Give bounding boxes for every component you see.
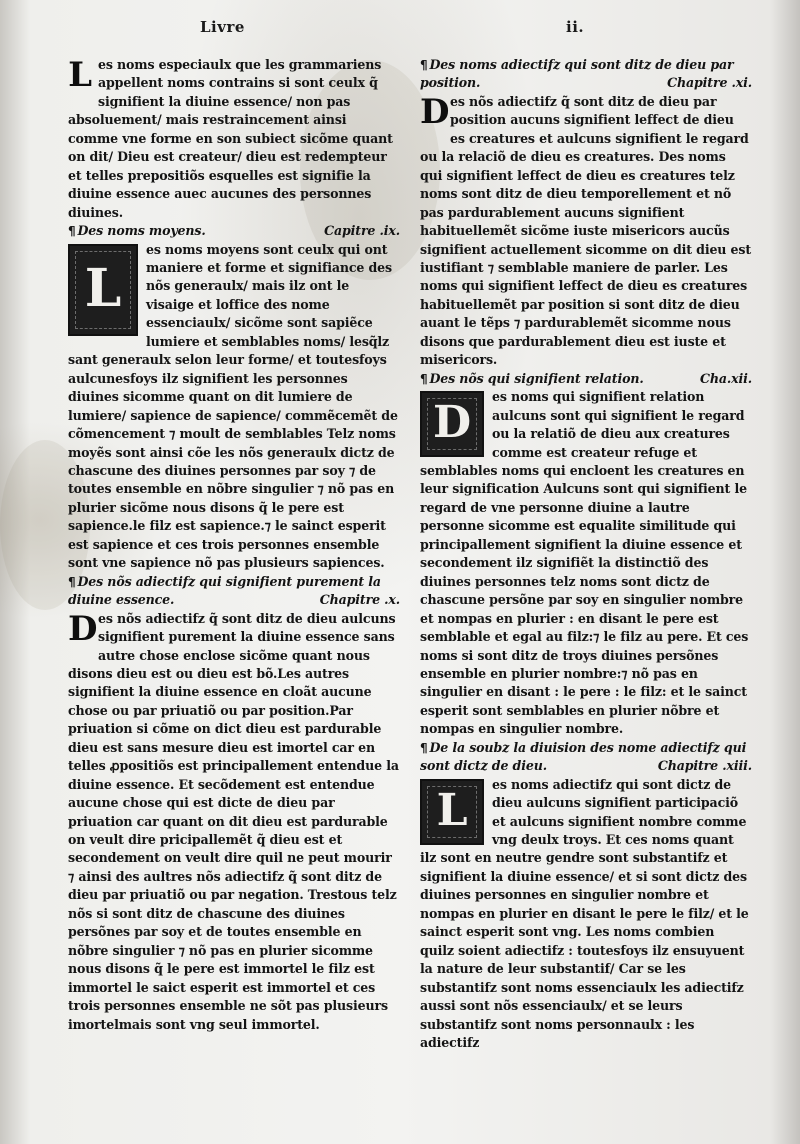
paragraph-text: es noms moyens sont ceulx qui ont maniere et forme et signifiance des nõs generaulx/ mais ilz ont le visaige et loffice des nome essenciaulx/ sicõme sont sapiẽce lumiere et semblables noms/ lesq̃lz sant generaulx selon leur forme/ et toutesfoys aulcunesfoys ilz signifient les personnes diuines sicomme quant on dit lumiere de lumiere/ sapience de sapience/ commẽcemẽt de cõmencement ⁊ moult de semblables Telz noms moyẽs sont ainsi cõe les nõs generaulx dictz de chascune des diuines personnes par soy ⁊ de toutes ensemble en nõbre singulier ⁊ nõ pas en plurier sicõme nous disons q̃ le pere est sapience.le filz est sapience.⁊ le sainct esperit est sapience et ces trois personnes ensemble sont vne sapience nõ pas plusieurs sapiences.: [68, 241, 398, 571]
chapter-heading: [68, 573, 400, 610]
decorated-initial: L: [68, 244, 138, 336]
pilcrow-icon: ¶: [68, 574, 76, 589]
pilcrow-icon: ¶: [420, 58, 428, 72]
right-column: [420, 56, 752, 1052]
pilcrow-icon: ¶: [68, 224, 76, 239]
paragraph: [420, 388, 752, 739]
chapter-number: Chapitre .xiii.: [657, 758, 752, 774]
paragraph-text: es noms qui signifient relation aulcuns sont qui signifient le regard ou la relatiõ de dieu aux creatures comme est createur refuge et semblables noms qui encloent les creatures en leur signification Aulcuns sont qui signifient le regard de vne personne diuine a lautre personne sicomme est equalite similitude qui principallement signifient la diuine essence et secondement ilz signifiẽt la distinctiõ des diuines personnes telz noms sont dictz de chascune persõne par soy en singulier nombre et nompas en plurier : en disant le pere est semblable et egal au filz:⁊ le filz au pere. Et ces noms si sont ditz de troys diuines persõnes ensemble en plurier nombre:⁊ nõ pas en singulier en disant : le pere : le filz: et le sainct esperit sont semblables en plurier nõbre et nompas en singulier nombre.: [420, 389, 749, 737]
chapter-heading: [420, 56, 752, 93]
paragraph: [68, 241, 400, 573]
running-head-left: Livre: [200, 18, 245, 36]
running-head-right: ii.: [566, 18, 585, 36]
chapter-number: Capitre .ix.: [324, 223, 400, 239]
initial-letter: L: [68, 55, 92, 95]
pilcrow-icon: ¶: [420, 740, 428, 755]
chapter-title: Des nõs qui signifient relation.: [429, 370, 644, 386]
paragraph-text: es noms adiectifz qui sont dictz de dieu aulcuns signifient participaciõ et aulcuns signifient nombre comme vng deulx troys. Et ces noms quant ilz sont en neutre gendre sont substantifz et signifient la diuine essence/ et si sont dictz des diuines personnes en singulier nombre et nompas en plurier en disant le pere le filz/ et le sainct esperit sont vng. Les noms combien quilz soient adiectifz : toutesfoys ilz ensuyuent la nature de leur substantif/ Car se les substantifz sont noms essenciaulx les adiectifz aussi sont nõs essenciaulx/ et se leurs substantifz sont noms personnaulx : les adiectifz: [420, 776, 749, 1051]
paragraph: [420, 93, 752, 370]
initial-letter: D: [420, 91, 450, 132]
chapter-title: Des nõs adiectifz qui signifient purement la diuine essence.: [68, 573, 381, 608]
chapter-title: Des noms moyens.: [77, 223, 206, 239]
paragraph: [68, 56, 400, 222]
initial-letter: D: [68, 608, 98, 649]
chapter-title: De la soubz la diuision des nome adiectifz qui sont dictz de dieu.: [420, 739, 747, 774]
left-column: [68, 56, 400, 1034]
chapter-heading: [420, 739, 752, 776]
decorated-initial: D: [420, 391, 484, 457]
paragraph: [68, 610, 400, 1034]
pilcrow-icon: ¶: [420, 371, 428, 386]
chapter-number: Chapitre .xi.: [667, 75, 752, 91]
chapter-heading: [68, 222, 400, 240]
paragraph-text: es nõs adiectifz q̃ sont ditz de dieu par position aucuns signifient leffect de dieu es creatures et aulcuns signifient le regard ou la relaciõ de dieu es creatures. Des noms qui signifient leffect de dieu es creatures telz noms sont ditz de dieu temporellement et nõ pas pardurablement aucuns signifient habituellemẽt sicõme iuste misericors aucũs signifient actuellement sicomme on dit dieu est iustifiant ⁊ semblable maniere de parler. Les noms qui signifient leffect de dieu es creatures habituellemẽt par position si sont ditz de dieu auant le tẽps ⁊ pardurablemẽt sicomme nous disons que pardurablement dieu est iuste et misericors.: [420, 93, 752, 368]
paragraph-text: es noms especiaulx que les grammariens appellent noms contrains si sont ceulx q̃ signifient la diuine essence/ non pas absoluement/ mais restraincement ainsi comme vne forme en son subiect sicõme quant on dit/ Dieu est createur/ dieu est redempteur et telles prepositiõs esquelles est signifie la diuine essence auec aucunes des personnes diuines.: [68, 57, 393, 220]
paragraph-text: es nõs adiectifz q̃ sont ditz de dieu aulcuns signifient purement la diuine essence sans autre chose enclose sicõme quant nous disons dieu est ou dieu est bõ.Les autres signifient la diuine essence en cloãt aucune chose ou par priuatiõ ou par position.Par priuation si cõme on dict dieu est pardurable dieu est sans mesure dieu est imortel car en telles ꝓpositiõs est principallement entendue la diuine essence. Et secõdement est entendue aucune chose qui est dicte de dieu par priuation car quant on dit dieu est pardurable on veult dire pricipallemẽt q̃ dieu est et secondement on veult dire quil ne peut mourir ⁊ ainsi des aultres nõs adiectifz q̃ sont ditz de dieu par priuatiõ ou par negation. Trestous telz nõs si sont ditz de chascune des diuines persõnes par soy et de toutes ensemble en nõbre singulier ⁊ nõ pas en plurier sicomme nous disons q̃ le pere est immortel le filz est immortel le saict esperit est immortel et ces trois personnes ensemble ne sõt pas plusieurs imortelmais sont vng seul immortel.: [68, 610, 399, 1032]
chapter-title: Des noms adiectifz qui sont ditz de dieu par position.: [420, 57, 734, 91]
chapter-heading: [420, 370, 752, 388]
decorated-initial: L: [420, 779, 484, 845]
chapter-number: Cha.xii.: [700, 370, 752, 386]
paragraph: [420, 776, 752, 1053]
chapter-number: Chapitre .x.: [319, 592, 400, 608]
